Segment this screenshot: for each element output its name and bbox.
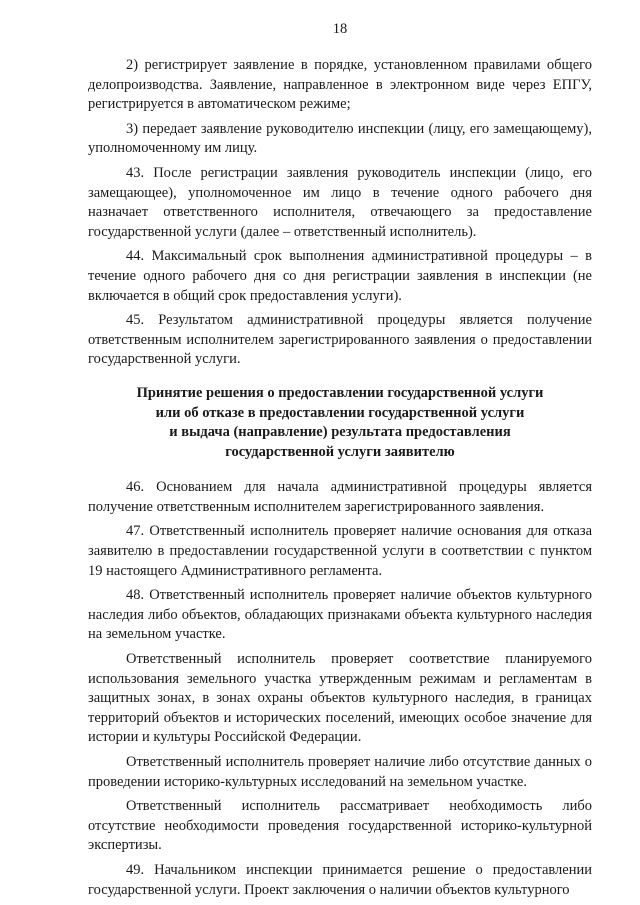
paragraph-47: 47. Ответственный исполнитель проверяет наличие основания для отказа заявителю в предоставлении государственной услуги в соответствии с пунктом 19 настоящего Административного регламента.: [88, 523, 592, 579]
section-heading-line-1: Принятие решения о предоставлении государственной услуги: [136, 384, 544, 401]
paragraph-44: 44. Максимальный срок выполнения административной процедуры – в течение одного рабочего дня со дня регистрации заявления в инспекции (не включается в общий срок предоставления услуги).: [88, 248, 592, 304]
section-heading-line-2: или об отказе в предоставлении государственной услуги: [155, 404, 525, 421]
paragraph-48-expertise: Ответственный исполнитель рассматривает необходимость либо отсутствие необходимости проведения государственной историко-культурной экспертизы.: [88, 798, 592, 854]
paragraph-item-2: 2) регистрирует заявление в порядке, установленном правилами общего делопроизводства. Заявление, направленное в электронном виде через ЕПГУ, регистрируется в автоматическом режиме;: [88, 57, 592, 113]
paragraph-43: 43. После регистрации заявления руководитель инспекции (лицо, его замещающее), уполномоченное им лицо в течение одного рабочего дня назначает ответственного исполнителя, отвечающего за предоставление государственной услуги (далее – ответственный исполнитель).: [88, 164, 592, 240]
document-page: [88, 18, 592, 905]
paragraph-45: 45. Результатом административной процедуры является получение ответственным исполнителем зарегистрированного заявления о предоставлении государственной услуги.: [88, 312, 592, 368]
page-number: 18: [332, 21, 348, 37]
paragraph-48: 48. Ответственный исполнитель проверяет наличие объектов культурного наследия либо объектов, обладающих признаками объекта культурного наследия на земельном участке.: [88, 587, 592, 643]
paragraph-48-compliance: Ответственный исполнитель проверяет соответствие планируемого использования земельного участка утвержденным режимам и регламентам в защитных зонах, в зонах охраны объектов культурного наследия, в границах территорий объектов и исторических поселений, имеющих особое значение для истории и культуры Российской Федерации.: [88, 651, 592, 746]
section-heading-line-4: государственной услуги заявителю: [225, 443, 455, 460]
paragraph-item-3: 3) передает заявление руководителю инспекции (лицу, его замещающему), уполномоченному им лицу.: [88, 120, 592, 157]
paragraph-48-research: Ответственный исполнитель проверяет наличие либо отсутствие данных о проведении историко-культурных исследований на земельном участке.: [88, 754, 592, 790]
section-heading-line-3: и выдача (направление) результата предоставления: [169, 424, 511, 441]
paragraph-49: 49. Начальником инспекции принимается решение о предоставлении государственной услуги. Проект заключения о наличии объектов культурного: [88, 861, 592, 898]
paragraph-46: 46. Основанием для начала административной процедуры является получение ответственным исполнителем зарегистрированного заявления.: [88, 479, 592, 515]
section-heading: [88, 384, 592, 462]
